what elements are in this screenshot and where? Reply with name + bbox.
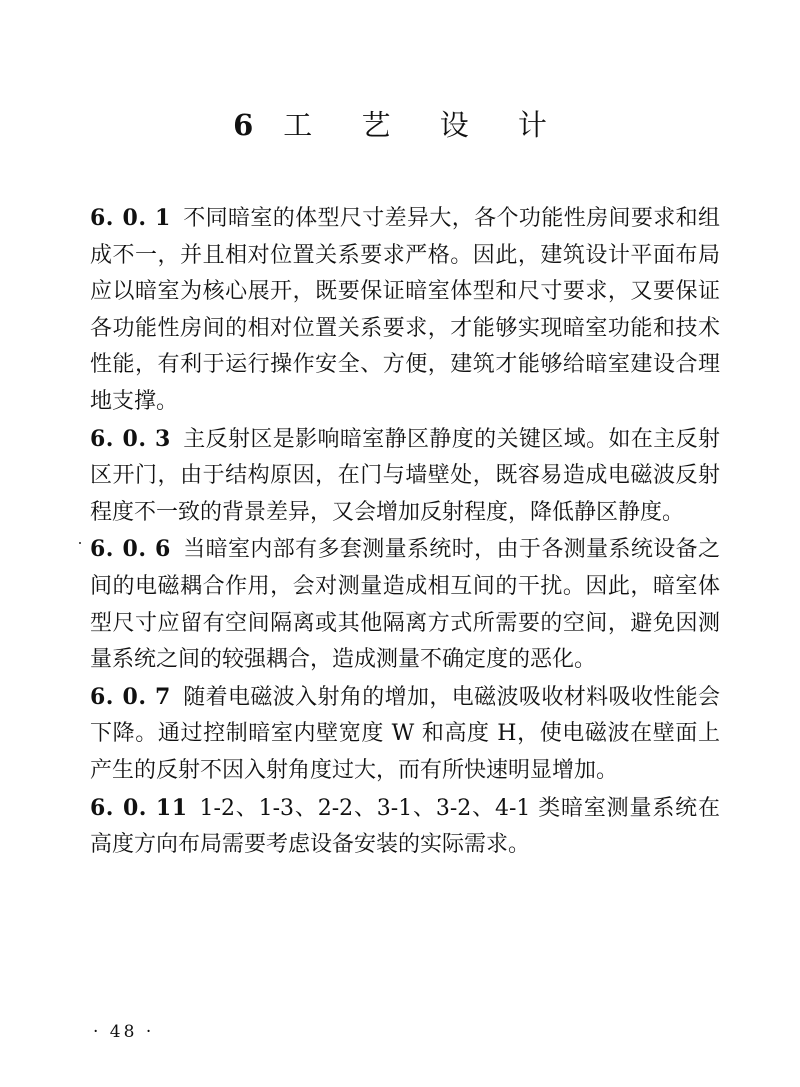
clause-6-0-6 [90, 531, 720, 678]
clause-text: 随着电磁波入射角的增加，电磁波吸收材料吸收性能会下降。通过控制暗室内壁宽度 W 和高度 H，使电磁波在壁面上产生的反射不因入射角度过大，而有所快速明显增加。 [90, 684, 720, 783]
scan-speck [79, 542, 81, 544]
chapter-body [90, 200, 720, 864]
clause-6-0-7 [90, 679, 720, 790]
chapter-number: 6 [233, 108, 256, 142]
clause-number: 6. 0. 7 [90, 683, 171, 710]
clause-text: 1-2、1-3、2-2、3-1、3-2、4-1 类暗室测量系统在高度方向布局需要考虑设备安装的实际需求。 [90, 795, 720, 858]
clause-text: 主反射区是影响暗室静区静度的关键区域。如在主反射区开门，由于结构原因，在门与墙壁处，既容易造成电磁波反射程度不一致的背景差异，又会增加反射程度，降低静区静度。 [90, 426, 720, 525]
clause-number: 6. 0. 6 [90, 536, 171, 563]
clause-text: 当暗室内部有多套测量系统时，由于各测量系统设备之间的电磁耦合作用，会对测量造成相互间的干扰。因此，暗室体型尺寸应留有空间隔离或其他隔离方式所需要的空间，避免因测量系统之间的较强耦合，造成测量不确定度的恶化。 [90, 537, 720, 673]
clause-6-0-3 [90, 421, 720, 532]
clause-number: 6. 0. 3 [90, 425, 171, 452]
chapter-title [0, 103, 800, 144]
clause-6-0-11 [90, 790, 720, 864]
clause-text: 不同暗室的体型尺寸差异大，各个功能性房间要求和组成不一，并且相对位置关系要求严格。因此，建筑设计平面布局应以暗室为核心展开，既要保证暗室体型和尺寸要求，又要保证各功能性房间的相对位置关系要求，才能够实现暗室功能和技术性能，有利于运行操作安全、方便，建筑才能够给暗室建设合理地支撑。 [90, 206, 720, 414]
clause-6-0-1 [90, 200, 720, 421]
clause-number: 6. 0. 1 [90, 205, 171, 231]
clause-number: 6. 0. 11 [90, 794, 188, 821]
chapter-heading: 工 艺 设 计 [283, 108, 567, 142]
page-number: · 48 · [93, 1022, 155, 1042]
